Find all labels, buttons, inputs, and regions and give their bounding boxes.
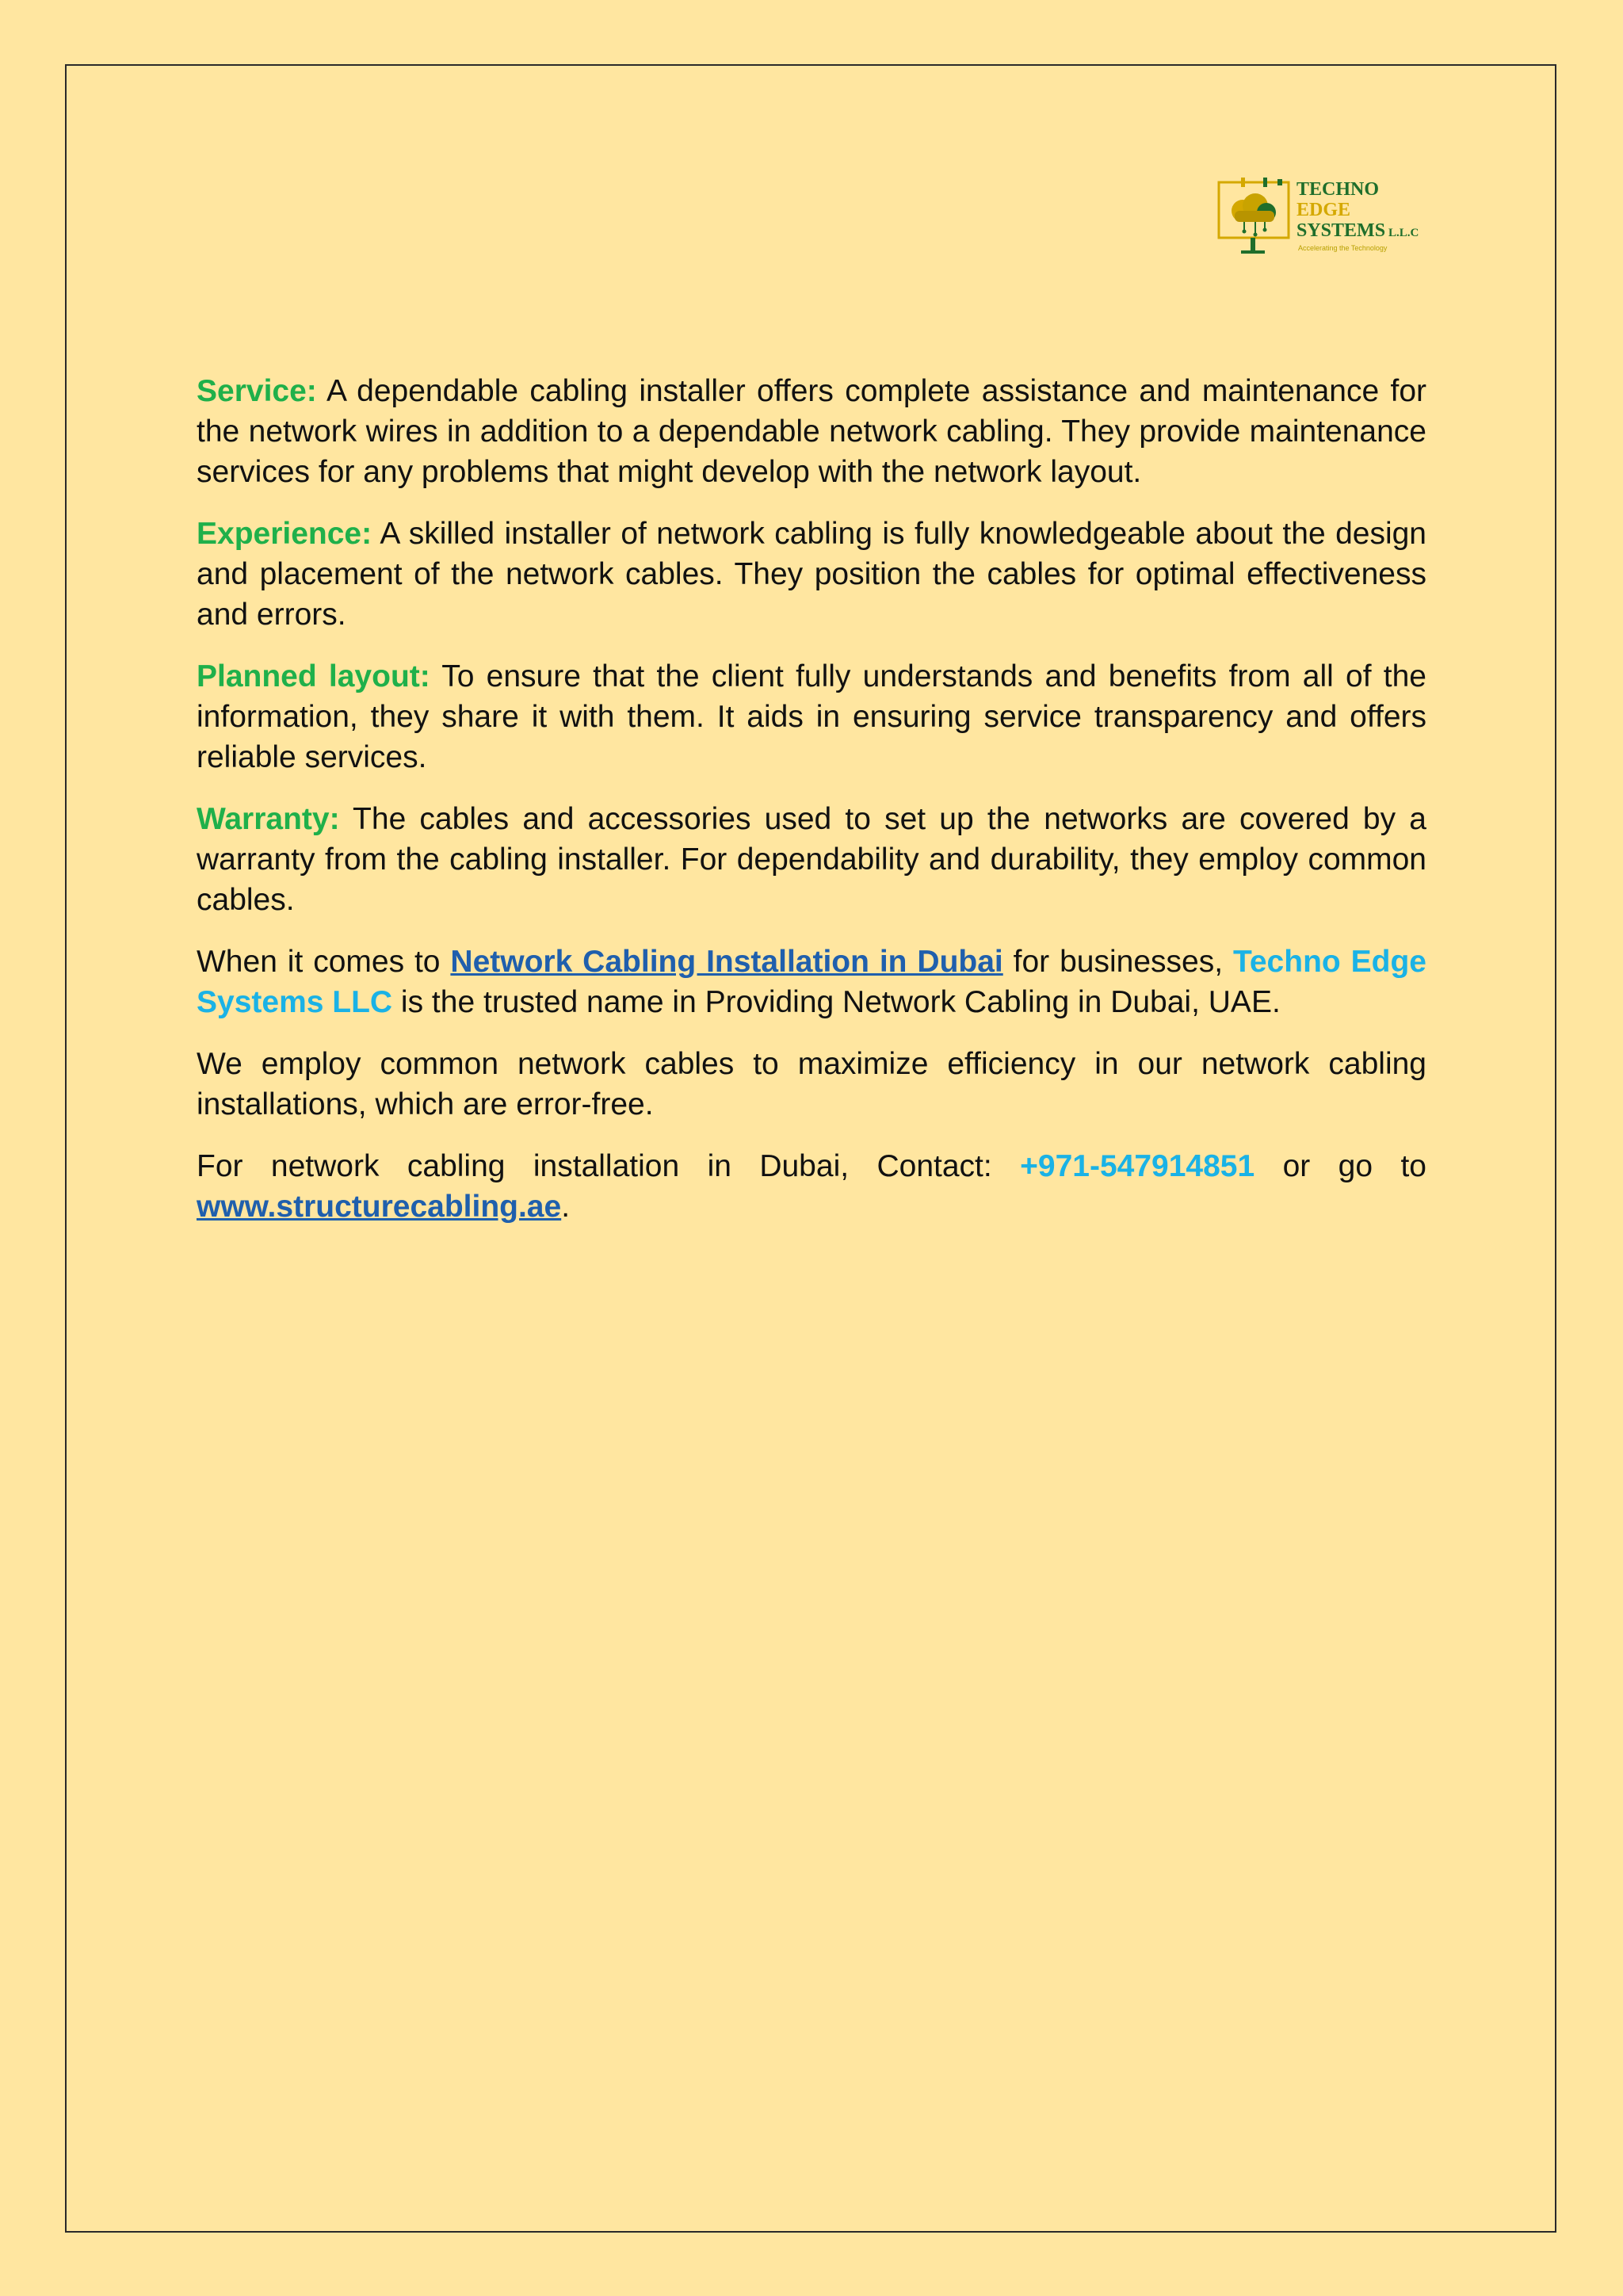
warranty-text: The cables and accessories used to set up the networks are covered by a warranty from the cabling installer. For dependability and durability, they employ common cables. [197,802,1426,917]
brand-name: Techno Edge Systems LLC [197,945,1426,1019]
paragraph-planned-layout [197,656,1426,777]
employ-text: We employ common network cables to maximize efficiency in our network cabling installations, which are error-free. [197,1047,1426,1121]
logo-tagline: Accelerating the Technology [1298,244,1388,252]
logo-line-edge: EDGE [1296,200,1351,220]
paragraph-service [197,371,1426,492]
document-body [197,371,1426,1248]
company-logo [1217,176,1427,263]
contact-post-text: . [561,1190,571,1224]
logo-wordmark [1296,179,1419,253]
when-mid-text: for businesses, [1002,945,1233,979]
planned-layout-heading: Planned layout: [197,659,430,693]
experience-heading: Experience: [197,517,372,551]
logo-suffix: L.L.C [1388,227,1419,239]
contact-mid-text: or go to [1254,1149,1427,1183]
logo-line-systems [1296,220,1419,243]
experience-text: A skilled installer of network cabling is fully knowledgeable about the design and placement of the network cables. They position the cables for optimal effectiveness and errors. [197,517,1426,632]
website-link[interactable]: www.structurecabling.ae [197,1190,562,1224]
contact-pre-text: For network cabling installation in Dubai, Contact: [197,1149,1021,1183]
service-text: A dependable cabling installer offers complete assistance and maintenance for the network wires in addition to a dependable network cabling. They provide maintenance services for any problems that might develop with the network layout. [197,374,1426,489]
logo-systems-text: SYSTEMS [1296,220,1386,241]
when-post-text: is the trusted name in Providing Network Cabling in Dubai, UAE. [392,985,1281,1019]
when-pre-text: When it comes to [197,945,451,979]
paragraph-experience [197,514,1426,635]
logo-cloud-monitor-icon [1217,176,1296,263]
logo-line-techno: TECHNO [1296,179,1380,200]
warranty-heading: Warranty: [197,802,340,836]
paragraph-when [197,942,1426,1022]
paragraph-employ [197,1044,1426,1125]
contact-phone: +971-547914851 [1020,1149,1255,1183]
network-cabling-link[interactable]: Network Cabling Installation in Dubai [450,945,1003,979]
planned-layout-text: To ensure that the client fully understands and benefits from all of the information, they share it with them. It aids in ensuring service transparency and offers reliable services. [197,659,1426,774]
paragraph-warranty [197,799,1426,920]
paragraph-contact [197,1146,1426,1227]
service-heading: Service: [197,374,317,408]
